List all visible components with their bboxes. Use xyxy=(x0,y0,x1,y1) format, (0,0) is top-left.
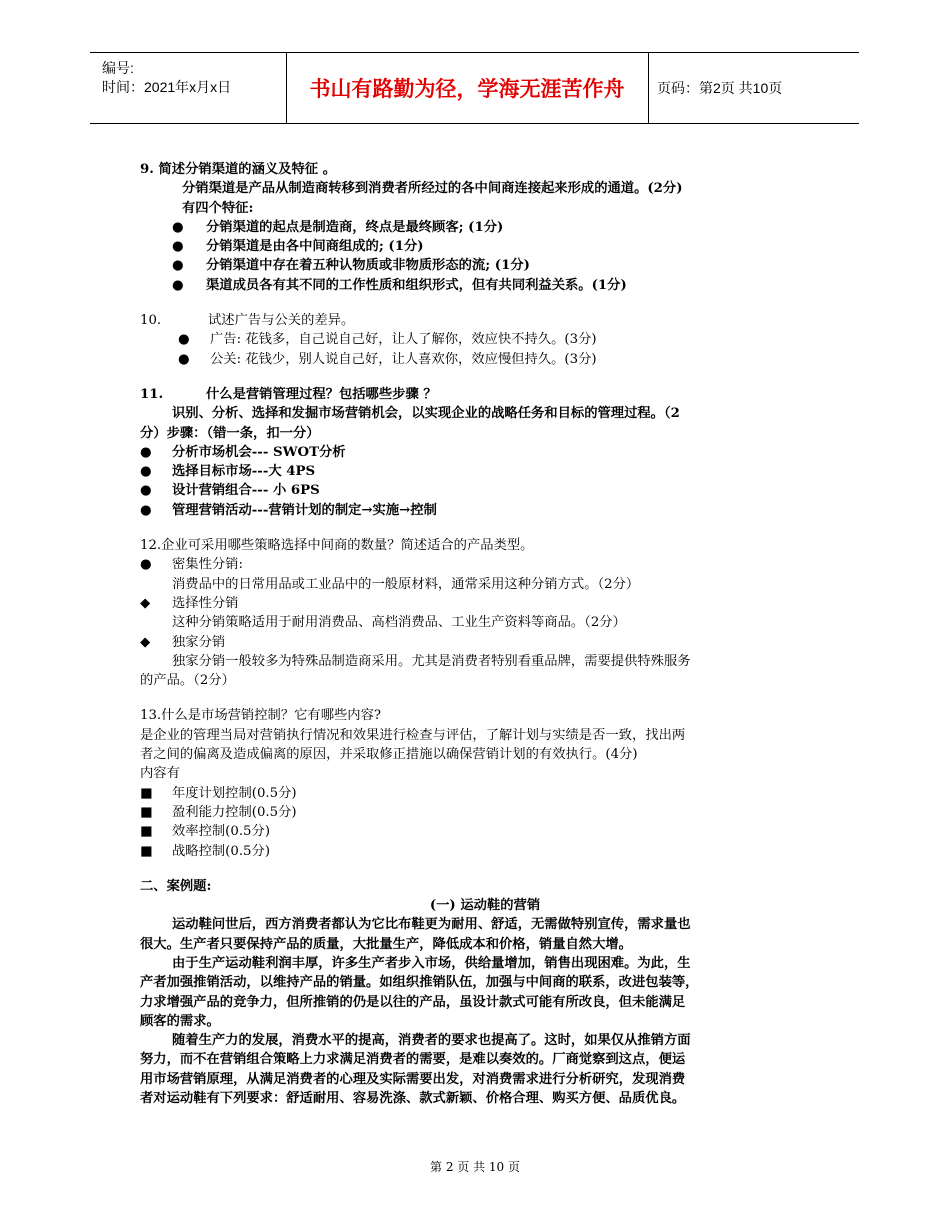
q11-definition: 识别、分析、选择和发掘市场营销机会，以实现企业的战略任务和目标的管理过程。（2 xyxy=(172,406,680,422)
list-item: ● 选择目标市场---大 4PS xyxy=(140,462,830,481)
header-meta xyxy=(102,59,231,97)
case-paragraph: 顾客的需求。 xyxy=(140,1013,220,1029)
case-paragraph: 者对运动鞋有下列要求：舒适耐用、容易洗涤、款式新颖、价格合理、购买方便、品质优良。 xyxy=(140,1091,686,1107)
list-item: ■ 战略控制(0.5分) xyxy=(140,842,830,861)
bullet-icon: ● xyxy=(140,464,152,480)
q13-answer: 者之间的偏离及造成偏离的原因，并采取修正措施以确保营销计划的有效执行。(4分) xyxy=(140,747,638,763)
header-motto: 书山有路勤为径，学海无涯苦作舟 xyxy=(309,77,625,101)
time-label: 时间：2021年x月x日 xyxy=(102,79,232,95)
bullet-icon: ● xyxy=(178,351,190,367)
list-item-desc: 消费品中的日常用品或工业品中的一般原材料，通常采用这种分销方式。（2分） xyxy=(172,576,640,592)
bullet-icon: ● xyxy=(140,444,152,460)
case-paragraph: 用市场营销原理，从满足消费者的心理及实际需要出发，对消费需求进行分析研究，发现消费 xyxy=(140,1071,686,1087)
list-item-desc: 独家分销一般较多为特殊品制造商采用。尤其是消费者特别看重品牌，需要提供特殊服务 xyxy=(172,653,691,669)
bullet-icon: ◆ xyxy=(140,634,151,650)
q12-title: 12.企业可采用哪些策略选择中间商的数量？简述适合的产品类型。 xyxy=(140,538,534,554)
bullet-icon: ● xyxy=(172,258,184,274)
bullet-icon: ● xyxy=(140,502,152,518)
bullet-icon: ● xyxy=(172,239,184,255)
q13-title: 13.什么是市场营销控制？它有哪些内容? xyxy=(140,708,382,724)
bullet-icon: ● xyxy=(140,483,152,499)
list-item: ● 分销渠道的起点是制造商，终点是最终顾客; (1分) xyxy=(140,218,830,237)
number-label: 编号: xyxy=(102,60,134,76)
list-item: ● 分析市场机会--- SWOT分析 xyxy=(140,443,830,462)
bullet-icon: ● xyxy=(140,557,152,573)
list-item: ■ 效率控制(0.5分) xyxy=(140,822,830,841)
q9-title: 9. 简述分销渠道的涵义及特征 。 xyxy=(140,162,336,177)
header-divider xyxy=(648,53,649,123)
list-item: ● 分销渠道中存在着五种认物质或非物质形态的流; (1分) xyxy=(140,256,830,275)
q11-steps-label: 分）步骤：（错一条，扣一分） xyxy=(140,425,320,441)
case-title: (一) 运动鞋的营销 xyxy=(429,898,541,914)
list-item: ● 广告: 花钱多，自己说自己好，让人了解你，效应快不持久。(3分) xyxy=(140,330,830,349)
header-page-info: 页码：第2页 共10页 xyxy=(657,80,783,96)
bullet-icon: ● xyxy=(172,219,184,235)
page-footer: 第 2 页 共 10 页 xyxy=(430,1160,520,1174)
q13-content-label: 内容有 xyxy=(140,766,180,782)
list-item: ● 公关: 花钱少，别人说自己好，让人喜欢你，效应慢但持久。(3分) xyxy=(140,350,830,369)
list-item: ◆ 选择性分销 xyxy=(140,594,830,613)
document-body xyxy=(140,160,830,1108)
case-section-title: 二、案例题: xyxy=(140,878,212,894)
bullet-icon: ● xyxy=(172,277,184,293)
square-bullet-icon: ■ xyxy=(140,785,153,801)
bullet-icon: ● xyxy=(178,332,190,348)
case-paragraph: 由于生产运动鞋利润丰厚，许多生产者步入市场，供给量增加，销售出现困难。为此，生 xyxy=(172,955,691,971)
list-item: ■ 年度计划控制(0.5分) xyxy=(140,784,830,803)
list-item: ■ 盈利能力控制(0.5分) xyxy=(140,803,830,822)
bullet-icon: ◆ xyxy=(140,595,151,611)
case-paragraph: 力求增强产品的竞争力，但所推销的仍是以往的产品，虽设计款式可能有所改良，但未能满足 xyxy=(140,994,686,1010)
square-bullet-icon: ■ xyxy=(140,824,153,840)
page-header xyxy=(90,52,859,124)
q13-answer: 是企业的管理当局对营销执行情况和效果进行检查与评估，了解计划与实绩是否一致，找出两 xyxy=(140,727,686,743)
list-item: ● 管理营销活动---营销计划的制定→实施→控制 xyxy=(140,501,830,520)
list-item: ● 分销渠道是由各中间商组成的; (1分) xyxy=(140,237,830,256)
case-paragraph: 努力，而不在营销组合策略上力求满足消费者的需要，是难以奏效的。厂商觉察到这点，便运 xyxy=(140,1052,686,1068)
square-bullet-icon: ■ xyxy=(140,843,153,859)
list-item-desc: 这种分销策略适用于耐用消费品、高档消费品、工业生产资料等商品。（2分） xyxy=(172,615,626,631)
q10-title: 10. 试述广告与公关的差异。 xyxy=(140,313,355,329)
square-bullet-icon: ■ xyxy=(140,804,153,820)
q9-definition: 分销渠道是产品从制造商转移到消费者所经过的各中间商连接起来形成的通道。(2分) xyxy=(182,181,683,197)
list-item: ● 密集性分销: xyxy=(140,555,830,574)
list-item: ● 设计营销组合--- 小 6PS xyxy=(140,481,830,500)
case-paragraph: 随着生产力的发展，消费水平的提高，消费者的要求也提高了。这时，如果仅从推销方面 xyxy=(172,1033,691,1049)
case-paragraph: 运动鞋问世后，西方消费者都认为它比布鞋更为耐用、舒适，无需做特别宣传，需求量也 xyxy=(172,917,691,933)
list-item: ● 渠道成员各有其不同的工作性质和组织形式，但有共同利益关系。(1分) xyxy=(140,276,830,295)
list-item: ◆ 独家分销 xyxy=(140,633,830,652)
case-paragraph: 很大。生产者只要保持产品的质量，大批量生产，降低成本和价格，销量自然大增。 xyxy=(140,936,632,952)
q9-intro: 有四个特征: xyxy=(182,200,254,216)
list-item-desc: 的产品。（2分） xyxy=(140,673,235,689)
case-paragraph: 产者加强推销活动，以维持产品的销量。如组织推销队伍，加强与中间商的联系，改进包装等， xyxy=(140,975,699,991)
q11-title: 11. 什么是营销管理过程？包括哪些步骤 ？ xyxy=(140,386,437,402)
